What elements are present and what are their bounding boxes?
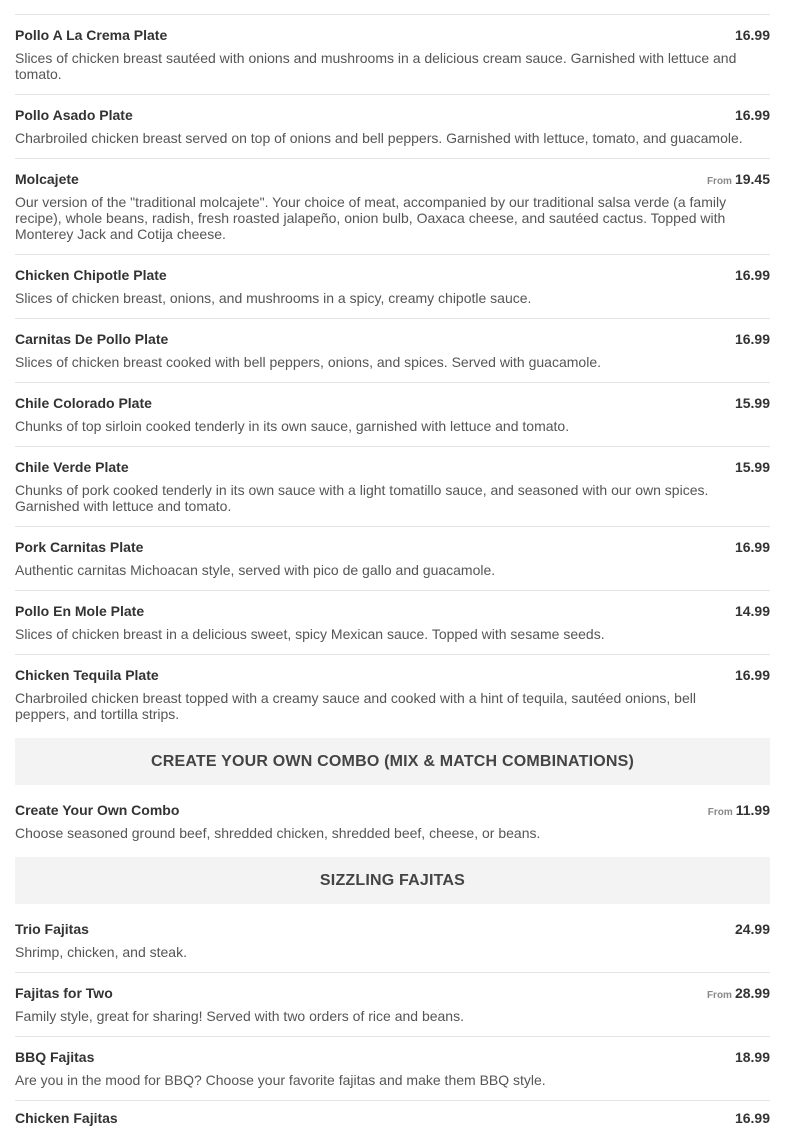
- item-description: Authentic carnitas Michoacan style, served with pico de gallo and guacamole.: [15, 562, 496, 578]
- item-name: Chicken Tequila Plate: [15, 667, 159, 683]
- divider: [15, 972, 770, 973]
- divider: [15, 94, 770, 95]
- price-value: 16.99: [734, 331, 770, 347]
- item-name: Create Your Own Combo: [15, 802, 180, 818]
- price-value: 15.99: [734, 459, 770, 475]
- item-name: Chile Verde Plate: [15, 459, 129, 475]
- section-header-fajitas: [15, 857, 770, 904]
- divider: [15, 382, 770, 383]
- item-price: [735, 667, 770, 683]
- price-value: 11.99: [735, 802, 770, 818]
- price-value: 16.99: [734, 27, 770, 43]
- divider: [15, 14, 770, 15]
- item-price: [735, 331, 770, 347]
- divider: [15, 318, 770, 319]
- divider: [15, 590, 770, 591]
- section-title: SIZZLING FAJITAS: [319, 871, 466, 889]
- item-description: Chunks of top sirloin cooked tenderly in its own sauce, garnished with lettuce and tomato.: [15, 418, 570, 434]
- divider: [15, 654, 770, 655]
- item-name: Pollo En Mole Plate: [15, 603, 145, 619]
- item-name: BBQ Fajitas: [15, 1049, 95, 1065]
- item-name: Chile Colorado Plate: [15, 395, 152, 411]
- item-price: [735, 539, 770, 555]
- section-header-combo: [15, 738, 770, 785]
- item-description: Family style, great for sharing! Served with two orders of rice and beans.: [15, 1008, 464, 1024]
- item-price: [735, 1110, 770, 1126]
- price-value: 19.45: [734, 171, 770, 187]
- item-description: Are you in the mood for BBQ? Choose your favorite fajitas and make them BBQ style.: [15, 1072, 546, 1088]
- item-price: [735, 921, 770, 937]
- item-price: [735, 27, 770, 43]
- price-from-label: From: [706, 176, 732, 187]
- item-price: [707, 171, 770, 190]
- item-price: [735, 395, 770, 411]
- price-value: 24.99: [734, 921, 770, 937]
- price-value: 16.99: [734, 1110, 770, 1126]
- divider: [15, 1100, 770, 1101]
- price-value: 15.99: [734, 395, 770, 411]
- price-value: 28.99: [734, 985, 770, 1001]
- item-description: Shrimp, chicken, and steak.: [15, 944, 187, 960]
- item-name: Molcajete: [15, 171, 79, 187]
- item-price: [735, 107, 770, 123]
- item-description: Charbroiled chicken breast topped with a creamy sauce and cooked with a hint of tequila, sautéed onions, bell peppers, and tortilla strips.: [15, 690, 696, 722]
- item-price: [735, 459, 770, 475]
- item-name: Carnitas De Pollo Plate: [15, 331, 169, 347]
- price-value: 18.99: [734, 1049, 770, 1065]
- item-description: Slices of chicken breast sautéed with onions and mushrooms in a delicious cream sauce. Garnished with lettuce and tomato.: [15, 50, 737, 82]
- divider: [15, 158, 770, 159]
- item-description: Slices of chicken breast cooked with bell peppers, onions, and spices. Served with guacamole.: [15, 354, 601, 370]
- section-title: CREATE YOUR OWN COMBO (MIX & MATCH COMBINATIONS): [150, 752, 635, 770]
- price-value: 14.99: [734, 603, 770, 619]
- price-from-label: From: [706, 990, 732, 1001]
- item-price: [735, 1049, 770, 1065]
- item-price: [708, 802, 770, 821]
- divider: [15, 526, 770, 527]
- price-from-label: From: [707, 807, 733, 818]
- price-value: 16.99: [734, 107, 770, 123]
- item-name: Fajitas for Two: [15, 985, 113, 1001]
- item-price: [735, 603, 770, 619]
- item-name: Trio Fajitas: [15, 921, 89, 937]
- item-description: Slices of chicken breast, onions, and mushrooms in a spicy, creamy chipotle sauce.: [15, 290, 532, 306]
- item-description: Charbroiled chicken breast served on top of onions and bell peppers. Garnished with lettuce, tomato, and guacamole.: [15, 130, 743, 146]
- item-description: Chunks of pork cooked tenderly in its own sauce with a light tomatillo sauce, and seasoned with our own spices. Garnished with lettuce and tomato.: [15, 482, 709, 514]
- price-value: 16.99: [734, 267, 770, 283]
- divider: [15, 1036, 770, 1037]
- item-price: [735, 267, 770, 283]
- item-price: [707, 985, 770, 1004]
- price-value: 16.99: [734, 539, 770, 555]
- price-value: 16.99: [734, 667, 770, 683]
- item-description: Slices of chicken breast in a delicious sweet, spicy Mexican sauce. Topped with sesame seeds.: [15, 626, 605, 642]
- item-name: Pork Carnitas Plate: [15, 539, 144, 555]
- divider: [15, 446, 770, 447]
- item-description: Choose seasoned ground beef, shredded chicken, shredded beef, cheese, or beans.: [15, 825, 541, 841]
- item-name: Chicken Fajitas: [15, 1110, 118, 1126]
- item-name: Chicken Chipotle Plate: [15, 267, 167, 283]
- divider: [15, 254, 770, 255]
- item-name: Pollo Asado Plate: [15, 107, 133, 123]
- item-name: Pollo A La Crema Plate: [15, 27, 168, 43]
- item-description: Our version of the "traditional molcajete". Your choice of meat, accompanied by our traditional salsa verde (a family recipe), whole beans, radish, fresh roasted jalapeño, onion bulb, Oaxaca cheese, and sautéed cactus. Topped with Monterey Jack and Cotija cheese.: [15, 194, 727, 242]
